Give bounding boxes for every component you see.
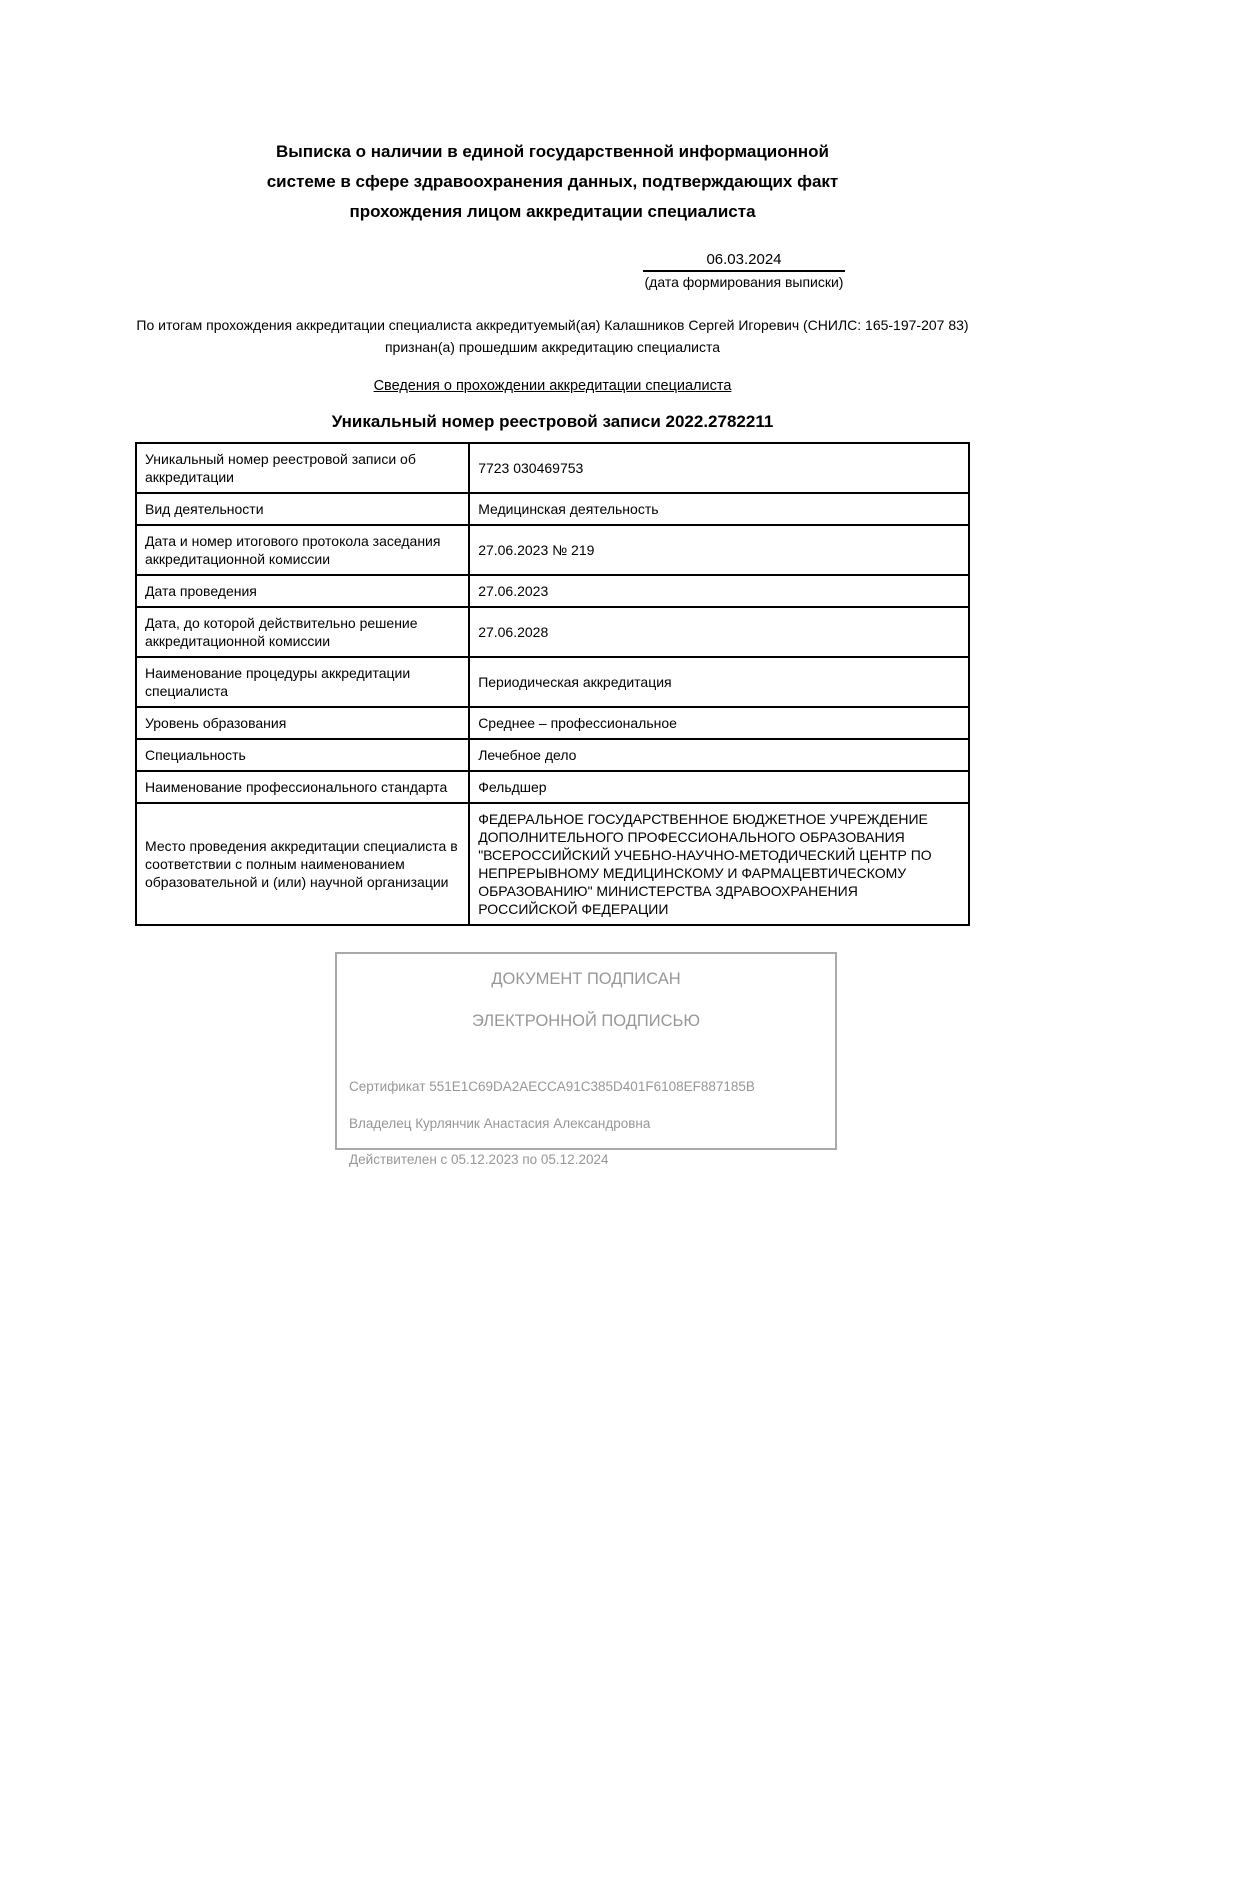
row-label: Вид деятельности bbox=[136, 493, 469, 525]
row-value: 27.06.2023 № 219 bbox=[469, 525, 969, 575]
row-label: Наименование профессионального стандарта bbox=[136, 771, 469, 803]
table-row bbox=[136, 739, 969, 771]
formation-date: 06.03.2024 bbox=[643, 251, 845, 272]
section-heading bbox=[135, 378, 970, 394]
row-label: Дата проведения bbox=[136, 575, 469, 607]
intro-line-2: признан(а) прошедшим аккредитацию специалиста bbox=[384, 339, 721, 355]
row-label: Дата и номер итогового протокола заседания аккредитационной комиссии bbox=[136, 525, 469, 575]
table-row bbox=[136, 525, 969, 575]
table-row bbox=[136, 493, 969, 525]
table-row bbox=[136, 771, 969, 803]
electronic-signature-stamp bbox=[335, 952, 837, 1167]
row-label: Наименование процедуры аккредитации специалиста bbox=[136, 657, 469, 707]
document-title-line-2: системе в сфере здравоохранения данных, подтверждающих факт bbox=[266, 172, 839, 191]
document-content bbox=[135, 137, 970, 1167]
table-row bbox=[136, 575, 969, 607]
row-label: Уровень образования bbox=[136, 707, 469, 739]
formation-date-caption: (дата формирования выписки) bbox=[644, 274, 844, 290]
row-value: Среднее – профессиональное bbox=[469, 707, 969, 739]
signature-certificate: Сертификат 551E1C69DA2AECCA91C385D401F6108EF887185B bbox=[349, 1079, 755, 1094]
registry-number-heading: Уникальный номер реестровой записи 2022.2782211 bbox=[331, 412, 774, 431]
table-row bbox=[136, 443, 969, 493]
intro-line-1: По итогам прохождения аккредитации специалиста аккредитуемый(ая) Калашников Сергей Игоревич (СНИЛС: 165-197-207 83) bbox=[136, 317, 969, 333]
row-value: Фельдшер bbox=[469, 771, 969, 803]
table-row bbox=[136, 707, 969, 739]
row-value: Медицинская деятельность bbox=[469, 493, 969, 525]
row-label: Уникальный номер реестровой записи об аккредитации bbox=[136, 443, 469, 493]
signature-owner: Владелец Курлянчик Анастасия Александровна bbox=[349, 1116, 651, 1131]
row-value: 27.06.2028 bbox=[469, 607, 969, 657]
row-label: Дата, до которой действительно решение аккредитационной комиссии bbox=[136, 607, 469, 657]
table-row bbox=[136, 607, 969, 657]
document-page bbox=[0, 137, 1240, 1892]
section-heading-text: Сведения о прохождении аккредитации специалиста bbox=[373, 378, 732, 394]
signature-title-line-1: ДОКУМЕНТ ПОДПИСАН bbox=[491, 970, 681, 988]
row-value: ФЕДЕРАЛЬНОЕ ГОСУДАРСТВЕННОЕ БЮДЖЕТНОЕ УЧРЕЖДЕНИЕ ДОПОЛНИТЕЛЬНОГО ПРОФЕССИОНАЛЬНОГО ОБРАЗОВАНИЯ "ВСЕРОССИЙСКИЙ УЧЕБНО-НАУЧНО-МЕТОДИЧЕСКИЙ ЦЕНТР ПО НЕПРЕРЫВНОМУ МЕДИЦИНСКОМУ И ФАРМАЦЕВТИЧЕСКОМУ ОБРАЗОВАНИЮ" МИНИСТЕРСТВА ЗДРАВООХРАНЕНИЯ РОССИЙСКОЙ ФЕДЕРАЦИИ bbox=[469, 803, 969, 925]
table-row bbox=[136, 803, 969, 925]
row-label: Специальность bbox=[136, 739, 469, 771]
row-value: 7723 030469753 bbox=[469, 443, 969, 493]
row-value: Лечебное дело bbox=[469, 739, 969, 771]
signature-title-line-2: ЭЛЕКТРОННОЙ ПОДПИСЬЮ bbox=[471, 1012, 701, 1030]
document-title-line-1: Выписка о наличии в единой государственной информационной bbox=[276, 142, 829, 161]
signature-validity: Действителен с 05.12.2023 по 05.12.2024 bbox=[349, 1152, 609, 1167]
document-title bbox=[135, 137, 970, 227]
row-label: Место проведения аккредитации специалиста в соответствии с полным наименованием образовательной и (или) научной организации bbox=[136, 803, 469, 925]
row-value: Периодическая аккредитация bbox=[469, 657, 969, 707]
row-value: 27.06.2023 bbox=[469, 575, 969, 607]
table-row bbox=[136, 657, 969, 707]
accreditation-table bbox=[135, 442, 970, 926]
intro-paragraph bbox=[135, 314, 970, 358]
formation-date-block bbox=[643, 251, 845, 290]
document-title-line-3: прохождения лицом аккредитации специалиста bbox=[349, 202, 756, 221]
